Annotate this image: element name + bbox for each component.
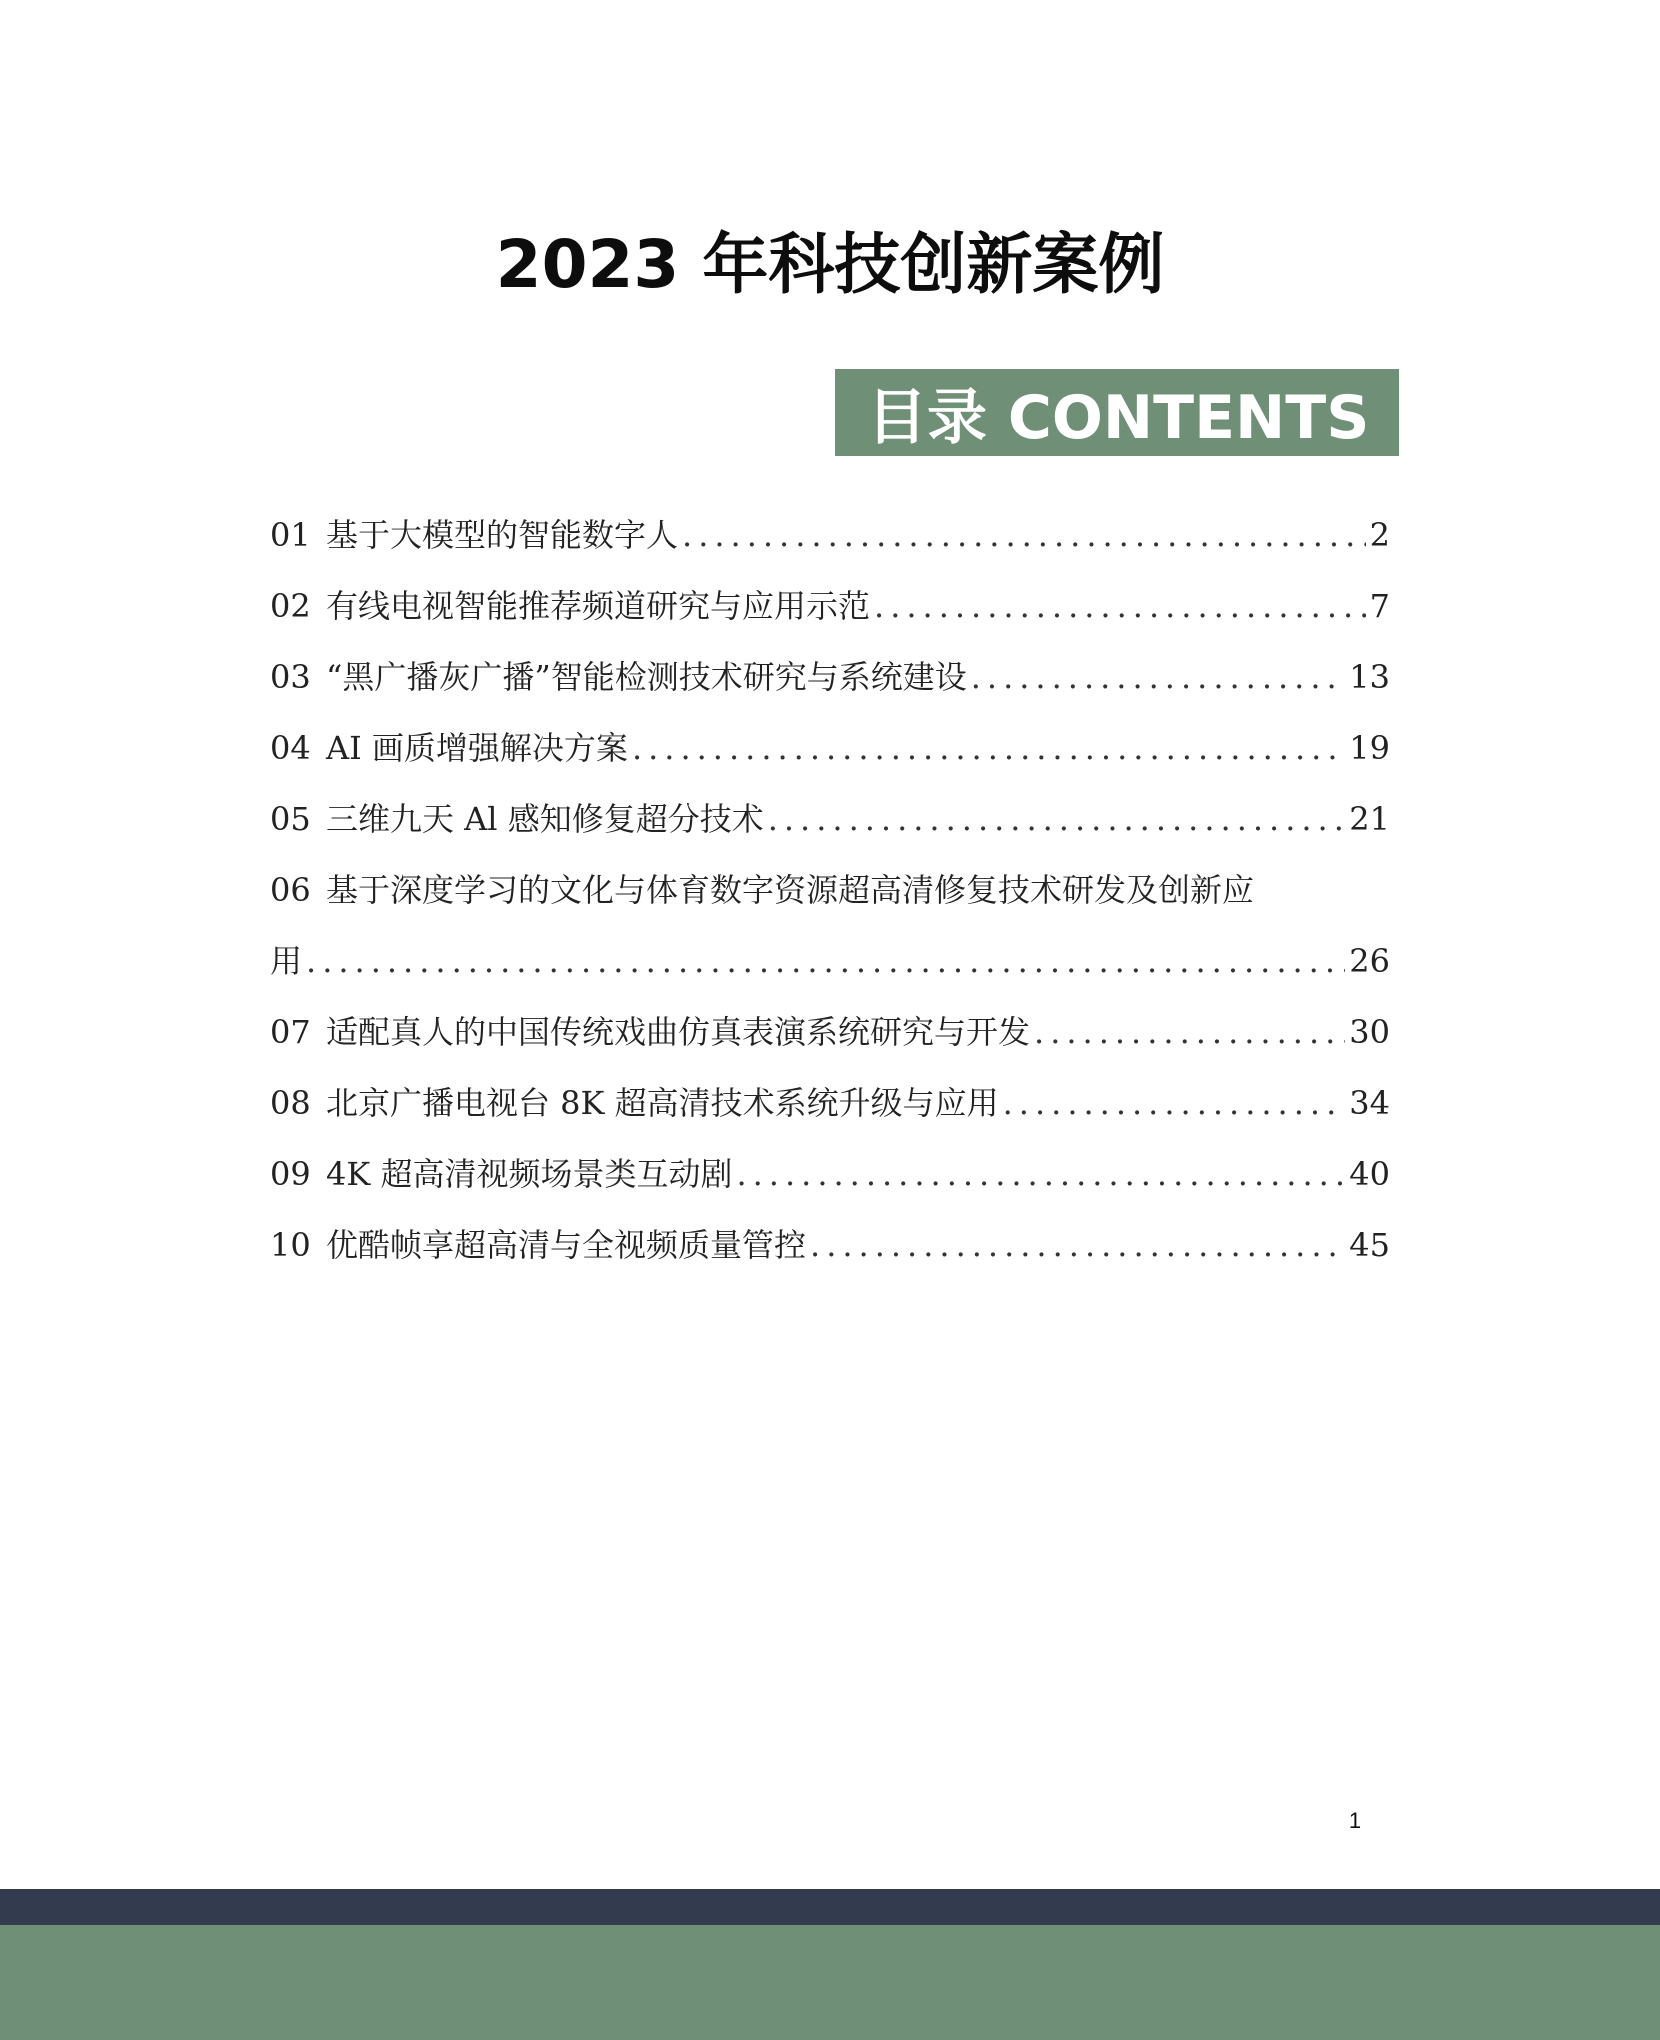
toc-title: “黑广播灰广播”智能检测技术研究与系统建设 [326,658,967,696]
toc-entry[interactable] [270,713,1390,784]
toc-number: 02 [270,587,311,625]
toc-title-continuation: 用 [270,942,303,980]
toc-page-number: 21 [1349,800,1390,838]
toc-dot-leader [810,1210,1345,1281]
toc-dot-leader [632,713,1345,784]
toc-entry[interactable] [270,997,1390,1068]
toc-entry[interactable] [270,500,1390,571]
toc-number: 03 [270,658,311,696]
toc-entry[interactable] [270,1139,1390,1210]
toc-dot-leader [736,1139,1345,1210]
toc-number: 06 [270,871,311,909]
toc-number: 10 [270,1226,311,1264]
toc-entry[interactable] [270,571,1390,642]
toc-title: 4K 超高清视频场景类互动剧 [326,1155,733,1193]
toc-page-number: 26 [1349,942,1390,980]
toc-entry[interactable] [270,642,1390,713]
toc-title: 优酷帧享超高清与全视频质量管控 [326,1226,807,1264]
toc-number: 08 [270,1084,311,1122]
toc-page-number: 19 [1349,729,1390,767]
toc-title: 基于深度学习的文化与体育数字资源超高清修复技术研发及创新应 [326,871,1255,909]
toc-dot-leader [306,926,1345,997]
toc-page-number: 40 [1349,1155,1390,1193]
toc-number: 01 [270,516,311,554]
toc-entry[interactable] [270,784,1390,855]
toc-dot-leader [874,571,1366,642]
toc-dot-leader [768,784,1346,855]
toc-title: AI 画质增强解决方案 [326,729,628,767]
toc-title: 有线电视智能推荐频道研究与应用示范 [326,587,871,625]
toc-page-number: 45 [1349,1226,1390,1264]
toc-entry[interactable] [270,855,1390,926]
contents-heading: 目录 CONTENTS [867,382,1370,453]
toc-entry[interactable] [270,1210,1390,1281]
document-title: 2023 年科技创新案例 [495,226,1165,303]
toc-entry[interactable] [270,1068,1390,1139]
toc-page-number: 13 [1349,658,1390,696]
toc-page-number: 7 [1369,587,1390,625]
toc-title: 适配真人的中国传统戏曲仿真表演系统研究与开发 [326,1013,1031,1051]
page-number: 1 [1348,1808,1362,1833]
footer-dark-band [0,1889,1660,1925]
footer-green-band [0,1925,1660,2040]
contents-banner [835,369,1399,456]
toc-dot-leader [971,642,1346,713]
toc-page-number: 34 [1349,1084,1390,1122]
toc-dot-leader [1034,997,1345,1068]
toc-title: 基于大模型的智能数字人 [326,516,679,554]
toc-number: 07 [270,1013,311,1051]
toc-title: 三维九天 Al 感知修复超分技术 [326,800,764,838]
toc-dot-leader [1003,1068,1346,1139]
table-of-contents [270,500,1390,1281]
toc-dot-leader [682,500,1366,571]
toc-page-number: 30 [1349,1013,1390,1051]
toc-number: 04 [270,729,311,767]
toc-entry-continuation[interactable] [270,926,1390,997]
toc-page-number: 2 [1369,516,1390,554]
toc-number: 05 [270,800,311,838]
toc-number: 09 [270,1155,311,1193]
toc-title: 北京广播电视台 8K 超高清技术系统升级与应用 [326,1084,999,1122]
